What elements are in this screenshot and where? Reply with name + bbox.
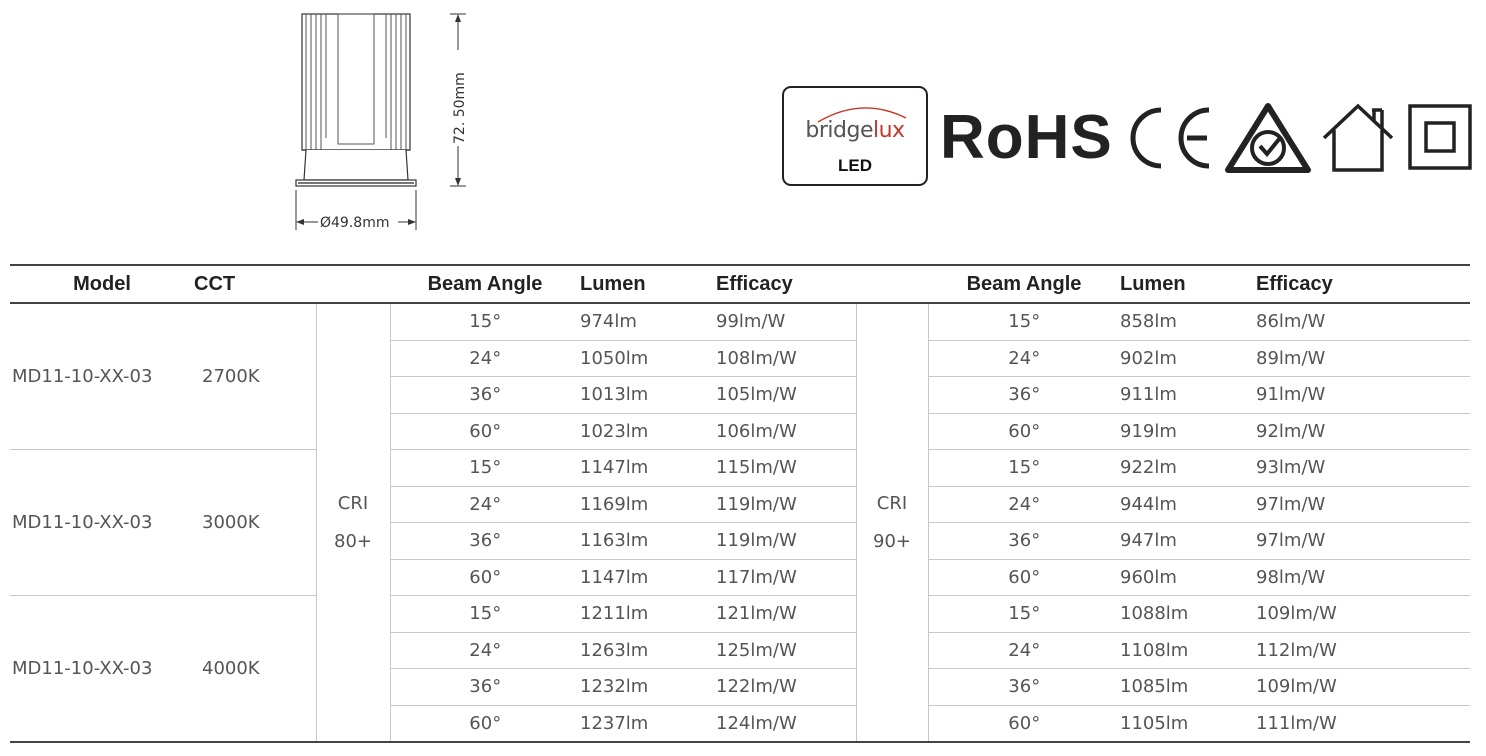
beam-angle-cell: 36° [469, 676, 502, 698]
rohs-mark: RoHS [940, 103, 1113, 172]
beam-angle-cell: 15° [469, 603, 502, 625]
efficacy-cri80-cell: 122lm/W [716, 676, 797, 698]
lumen-cri80-cell: 1211lm [580, 603, 649, 625]
cct-cell: 2700K [194, 303, 316, 450]
beam-angle-cell: 36° [469, 384, 502, 406]
indoor-use-house-icon [1318, 100, 1398, 181]
lumen-cri90-cell: 911lm [1120, 384, 1177, 406]
beam-angle-cell: 60° [469, 566, 502, 588]
led-module-outline-icon [280, 8, 480, 238]
cri-80-line2: 80+ [334, 530, 372, 552]
efficacy-cri90-cell: 93lm/W [1256, 457, 1326, 479]
beam-angle-cell: 15° [1008, 603, 1041, 625]
efficacy-cri80-cell: 99lm/W [716, 311, 786, 333]
beam-angle-cell: 24° [469, 493, 502, 515]
efficacy-cri90-cell: 98lm/W [1256, 566, 1326, 588]
col-header-cri-left [316, 265, 390, 303]
efficacy-cri80-cell: 119lm/W [716, 530, 797, 552]
class-2-double-square-icon [1408, 104, 1472, 175]
efficacy-cri80-cell: 108lm/W [716, 347, 797, 369]
efficacy-cri90-cell: 86lm/W [1256, 311, 1326, 333]
beam-angle-cell: 60° [1008, 566, 1041, 588]
beam-angle-cell: 36° [1008, 384, 1041, 406]
col-header-beam-angle-cri90: Beam Angle [966, 272, 1082, 295]
cri-80-line1: CRI [337, 492, 369, 514]
efficacy-cri80-cell: 124lm/W [716, 712, 797, 734]
efficacy-cri80-cell: 119lm/W [716, 493, 797, 515]
lumen-cri80-cell: 1147lm [580, 457, 649, 479]
lumen-cri90-cell: 1105lm [1120, 712, 1189, 734]
lumen-cri90-cell: 1085lm [1120, 676, 1189, 698]
efficacy-cri80-cell: 117lm/W [716, 566, 797, 588]
lumen-cri80-cell: 1147lm [580, 566, 649, 588]
efficacy-cri90-cell: 111lm/W [1256, 712, 1337, 734]
lumen-cri90-cell: 960lm [1120, 566, 1177, 588]
model-cell: MD11-10-XX-03 [10, 450, 194, 596]
lumen-cri80-cell: 1023lm [580, 420, 649, 442]
beam-angle-cell: 24° [1008, 639, 1041, 661]
model-cell: MD11-10-XX-03 [12, 658, 153, 679]
lumen-cri80-cell: 1163lm [580, 530, 649, 552]
beam-angle-cell: 24° [469, 347, 502, 369]
beam-angle-cell: 15° [469, 457, 502, 479]
bridgelux-led-label: LED [838, 156, 872, 175]
beam-angle-cell: 60° [1008, 712, 1041, 734]
cri-90-line2: 90+ [873, 530, 911, 552]
lumen-cri90-cell: 1108lm [1120, 639, 1189, 661]
lumen-cri80-cell: 1050lm [580, 347, 649, 369]
efficacy-cri90-cell: 92lm/W [1256, 420, 1326, 442]
efficacy-cri90-cell: 97lm/W [1256, 530, 1326, 552]
ce-mark-icon [1125, 100, 1215, 181]
lumen-cri80-cell: 1263lm [580, 639, 649, 661]
product-dimension-drawing [280, 8, 480, 238]
diameter-dimension-label: Ø49.8mm [320, 215, 390, 231]
lumen-cri90-cell: 922lm [1120, 457, 1177, 479]
lumen-cri80-cell: 1237lm [580, 712, 649, 734]
lumen-cri80-cell: 1013lm [580, 384, 649, 406]
bridgelux-word-accent: lux [873, 118, 905, 143]
beam-angle-cell: 24° [469, 639, 502, 661]
beam-angle-cell: 60° [469, 712, 502, 734]
efficacy-cri80-cell: 105lm/W [716, 384, 797, 406]
table-row [10, 303, 1470, 340]
beam-angle-cell: 24° [1008, 347, 1041, 369]
col-header-cct: CCT [194, 272, 236, 295]
cri-80-cell [316, 303, 390, 742]
table-row [10, 596, 1470, 633]
col-header-cri-right [856, 265, 928, 303]
efficacy-cri90-cell: 89lm/W [1256, 347, 1326, 369]
beam-angle-cell: 60° [469, 420, 502, 442]
efficacy-cri80-cell: 125lm/W [716, 639, 797, 661]
lumen-cri90-cell: 944lm [1120, 493, 1177, 515]
lumen-cri90-cell: 1088lm [1120, 603, 1189, 625]
efficacy-cri80-cell: 115lm/W [716, 457, 797, 479]
bridgelux-word-main: bridge [805, 118, 873, 143]
beam-angle-cell: 24° [1008, 493, 1041, 515]
efficacy-cri80-cell: 121lm/W [716, 603, 797, 625]
beam-angle-cell: 36° [1008, 530, 1041, 552]
height-dimension-label: 72. 50mm [452, 72, 468, 144]
lumen-cri80-cell: 974lm [580, 311, 637, 333]
beam-angle-cell: 15° [1008, 311, 1041, 333]
efficacy-cri90-cell: 97lm/W [1256, 493, 1326, 515]
lumen-cri90-cell: 947lm [1120, 530, 1177, 552]
lumen-cri80-cell: 1169lm [580, 493, 649, 515]
beam-angle-cell: 15° [469, 311, 502, 333]
col-header-efficacy-cri90: Efficacy [1256, 272, 1333, 295]
col-header-efficacy-cri80: Efficacy [716, 272, 793, 295]
spec-table [10, 264, 1470, 740]
rcm-mark-icon [1222, 100, 1314, 181]
table-row [10, 450, 1470, 487]
cri-90-line1: CRI [876, 492, 908, 514]
beam-angle-cell: 60° [1008, 420, 1041, 442]
efficacy-cri90-cell: 109lm/W [1256, 676, 1337, 698]
beam-angle-cell: 36° [469, 530, 502, 552]
efficacy-cri90-cell: 109lm/W [1256, 603, 1337, 625]
lumen-cri90-cell: 919lm [1120, 420, 1177, 442]
beam-angle-cell: 15° [1008, 457, 1041, 479]
bridgelux-wordmark [784, 118, 926, 143]
bridgelux-led-badge [782, 86, 928, 186]
table-header-row [10, 265, 1470, 303]
col-header-beam-angle-cri80: Beam Angle [427, 272, 543, 295]
lumen-cri80-cell: 1232lm [580, 676, 649, 698]
beam-angle-cell: 36° [1008, 676, 1041, 698]
efficacy-cri90-cell: 112lm/W [1256, 639, 1337, 661]
col-header-lumen-cri90: Lumen [1120, 272, 1186, 295]
lumen-cri90-cell: 902lm [1120, 347, 1177, 369]
col-header-model: Model [73, 272, 131, 295]
col-header-lumen-cri80: Lumen [580, 272, 646, 295]
model-cell: MD11-10-XX-03 [10, 303, 194, 450]
efficacy-cri80-cell: 106lm/W [716, 420, 797, 442]
cct-cell: 4000K [202, 658, 260, 679]
cri-90-cell [856, 303, 928, 742]
efficacy-cri90-cell: 91lm/W [1256, 384, 1326, 406]
lumen-cri90-cell: 858lm [1120, 311, 1177, 333]
cct-cell: 3000K [194, 450, 316, 596]
